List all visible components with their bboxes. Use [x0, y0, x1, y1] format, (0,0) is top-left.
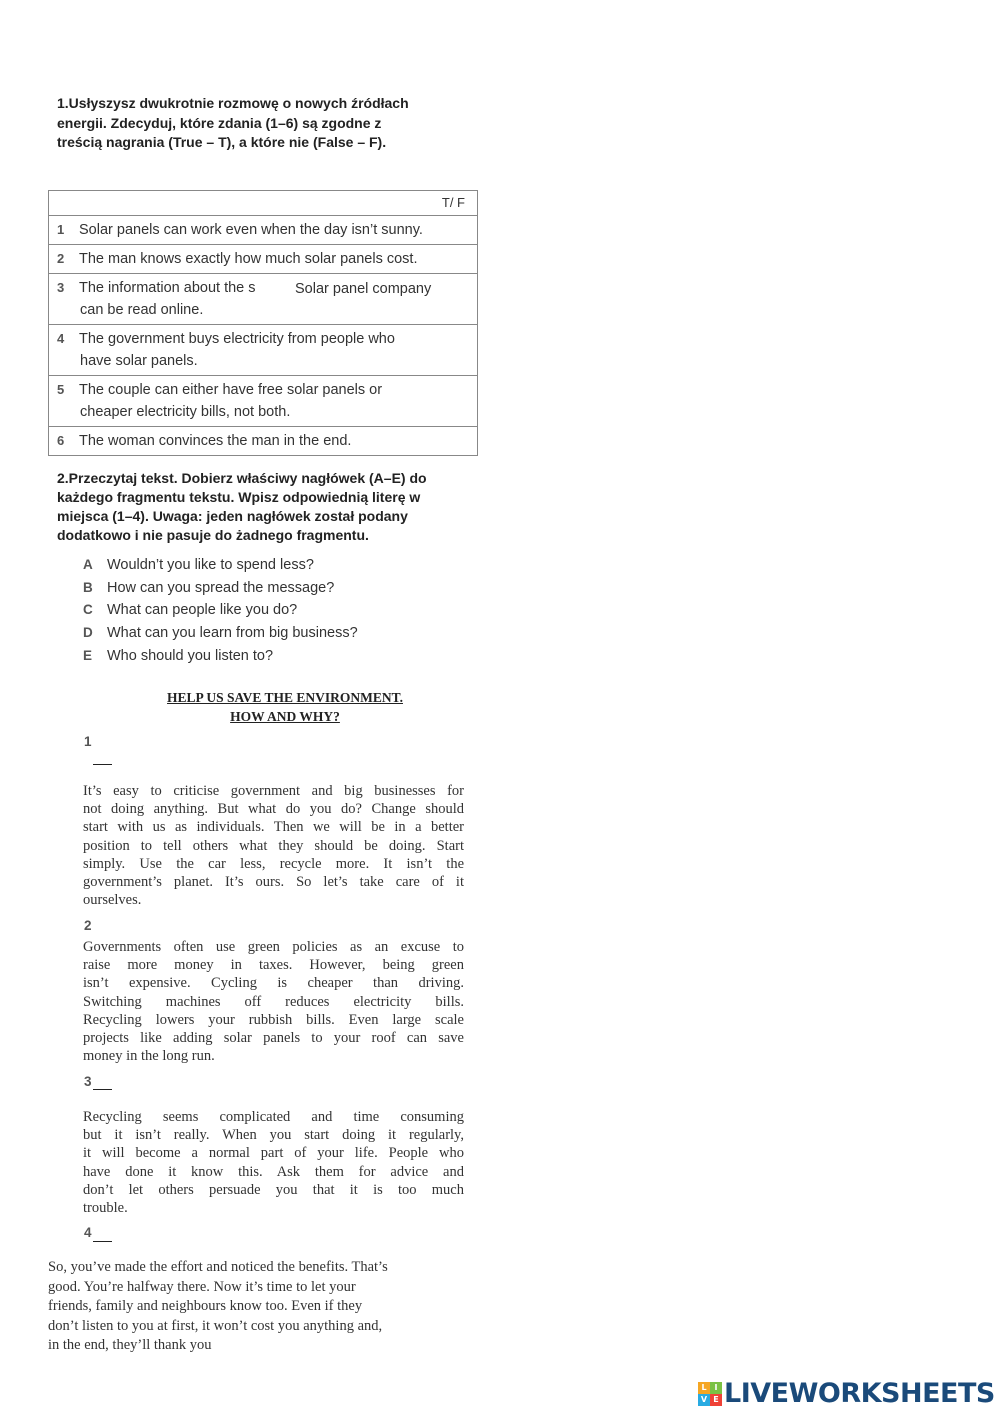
list-item: [83, 645, 358, 668]
instruction-line: każdego fragmentu tekstu. Wpisz odpowiednią literę w: [57, 489, 421, 505]
logo-text: LIVEWORKSHEETS: [724, 1378, 995, 1409]
paragraph-line: not doing anything. But what do you do? Change should: [83, 801, 464, 818]
article-title: [150, 688, 420, 726]
heading-letter: E: [83, 647, 93, 663]
heading-letter: C: [83, 602, 93, 618]
table-row: [49, 325, 478, 376]
paragraph-line: Switching machines off reduces electricity bills.: [83, 993, 464, 1010]
heading-text: Wouldn’t you like to spend less?: [107, 557, 314, 573]
statement-text: The government buys electricity from people who: [79, 331, 395, 347]
paragraph-line: raise more money in taxes. However, being green: [83, 957, 464, 974]
true-false-table: [48, 190, 478, 456]
paragraph-1: [83, 782, 464, 909]
list-item: [83, 599, 358, 622]
paragraph-line: friends, family and neighbours know too. Even if they: [48, 1298, 363, 1314]
table-row: [49, 427, 478, 456]
statement-text: The information about the s: [79, 280, 256, 296]
answer-blank-4[interactable]: [93, 1241, 112, 1242]
paragraph-line: start with us as individuals. Then we will be in a better: [83, 819, 464, 836]
paragraph-line: good. You’re halfway there. Now it’s time to let your: [48, 1278, 356, 1295]
paragraph-number: 1: [84, 734, 92, 749]
logo-letter-tile: E: [710, 1394, 722, 1406]
table-row: [49, 274, 478, 325]
answer-blank-1[interactable]: [93, 764, 112, 765]
heading-letter: A: [83, 557, 93, 572]
paragraph-2: [83, 938, 464, 1065]
headings-list: [83, 554, 358, 668]
paragraph-line: government’s planet. It’s ours. So let’s take care of it: [83, 874, 464, 891]
paragraph-line: have done it know this. Ask them for advice and: [83, 1163, 464, 1180]
tf-column-header: T/ F: [49, 191, 478, 216]
paragraph-line: simply. Use the car less, recycle more. It isn’t the: [83, 855, 464, 872]
row-number: 4: [57, 331, 65, 346]
article-title-line1: HELP US SAVE THE ENVIRONMENT.: [167, 690, 403, 705]
paragraph-line: So, you’ve made the effort and noticed the benefits. That’s: [48, 1259, 388, 1275]
table-row: [49, 216, 478, 245]
statement-text: The couple can either have free solar panels or: [79, 382, 383, 398]
row-number: 3: [57, 280, 65, 295]
table-row: [49, 245, 478, 274]
instruction-line: dodatkowo i nie pasuje do żadnego fragmentu.: [57, 527, 369, 543]
heading-text: What can you learn from big business?: [107, 625, 358, 642]
paragraph-line: money in the long run.: [83, 1048, 215, 1065]
paragraph-line: It’s easy to criticise government and big businesses for: [83, 783, 464, 799]
answer-blank-3[interactable]: [93, 1089, 112, 1090]
list-item: [83, 622, 358, 645]
instruction-line: 2.Przeczytaj tekst. Dobierz właściwy nagłówek (A–E) do: [57, 470, 427, 486]
paragraph-line: trouble.: [83, 1200, 128, 1217]
paragraph-line: in the end, they’ll thank you: [48, 1337, 212, 1353]
liveworksheets-logo-icon: [698, 1382, 722, 1406]
logo-letter-tile: I: [710, 1382, 722, 1394]
exercise1-instructions: [57, 94, 447, 153]
statement-text: The man knows exactly how much solar panels cost.: [79, 251, 418, 267]
liveworksheets-logo: [698, 1378, 995, 1409]
paragraph-line: don’t let others persuade you that it is too much: [83, 1181, 464, 1198]
exercise2-instructions: [57, 469, 457, 545]
row-number: 6: [57, 433, 65, 448]
paragraph-line: don’t listen to you at first, it won’t cost you anything and,: [48, 1317, 383, 1334]
statement-text-line2: can be read online.: [80, 302, 204, 318]
paragraph-number: 2: [84, 918, 92, 933]
article-title-line2: HOW AND WHY?: [230, 709, 340, 724]
heading-text: How can you spread the message?: [107, 579, 335, 596]
statement-text: Solar panels can work even when the day isn’t sunny.: [79, 222, 423, 238]
paragraph-4: [48, 1258, 388, 1356]
heading-text: Who should you listen to?: [107, 647, 274, 664]
paragraph-line: Governments often use green policies as an excuse to: [83, 939, 464, 955]
paragraph-number: 3: [84, 1074, 92, 1089]
instruction-line: 1.Usłyszysz dwukrotnie rozmowę o nowych źródłach: [57, 95, 409, 111]
paragraph-line: position to tell others what they should be doing. Start: [83, 837, 464, 854]
instruction-line: miejsca (1–4). Uwaga: jeden nagłówek został podany: [57, 508, 408, 524]
row-number: 2: [57, 251, 65, 266]
paragraph-line: Recycling lowers your rubbish bills. Even large scale: [83, 1011, 464, 1028]
table-row: [49, 376, 478, 427]
table-header-row: [49, 191, 478, 216]
paragraph-line: but it isn’t really. When you start doing it regularly,: [83, 1127, 464, 1144]
paragraph-number: 4: [84, 1225, 92, 1240]
heading-letter: B: [83, 579, 93, 595]
logo-letter-tile: V: [698, 1394, 710, 1406]
paragraph-line: it will become a normal part of your life. People who: [83, 1145, 464, 1162]
paragraph-line: projects like adding solar panels to your roof can save: [83, 1030, 464, 1047]
logo-letter-tile: L: [698, 1382, 710, 1394]
row-number: 5: [57, 382, 65, 397]
instruction-line: treścią nagrania (True – T), a które nie (False – F).: [57, 134, 387, 150]
row-number: 1: [57, 222, 65, 237]
paragraph-line: Recycling seems complicated and time consuming: [83, 1109, 464, 1125]
statement-text-line2: cheaper electricity bills, not both.: [80, 404, 291, 420]
statement-text: The woman convinces the man in the end.: [79, 433, 352, 449]
statement-text-line2: have solar panels.: [80, 353, 198, 369]
paragraph-line: isn’t expensive. Cycling is cheaper than driving.: [83, 975, 464, 992]
answer-overlay-label: Solar panel company: [291, 278, 435, 300]
heading-letter: D: [83, 625, 93, 641]
heading-text: What can people like you do?: [107, 602, 298, 619]
paragraph-line: ourselves.: [83, 892, 142, 909]
list-item: [83, 577, 358, 600]
list-item: [83, 554, 358, 577]
instruction-line: energii. Zdecyduj, które zdania (1–6) są zgodne z: [57, 114, 382, 131]
paragraph-3: [83, 1108, 464, 1217]
